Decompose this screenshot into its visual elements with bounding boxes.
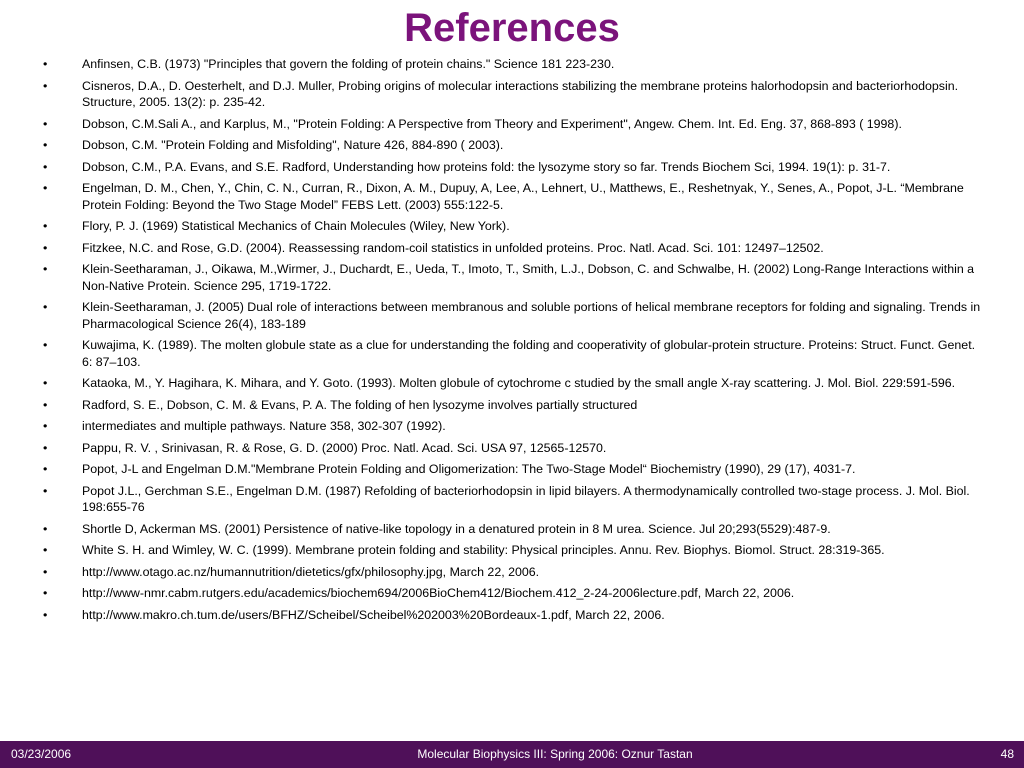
bullet-icon: •: [43, 376, 48, 390]
reference-text: Popot J.L., Gerchman S.E., Engelman D.M. (1987) Refolding of bacteriorhodopsin in lipid bilayers. A thermodynamically controlled two-stage process. J. Mol. Biol. 198:655-76: [82, 483, 970, 514]
reference-item: [40, 397, 988, 414]
reference-text: Dobson, C.M., P.A. Evans, and S.E. Radford, Understanding how proteins fold: the lysozyme story so far. Trends Biochem Sci, 1994. 19(1): p. 31-7.: [82, 159, 891, 174]
reference-text: Anfinsen, C.B. (1973) "Principles that govern the folding of protein chains." Science 181 223-230.: [82, 57, 615, 71]
reference-text: http://www.otago.ac.nz/humannutrition/dietetics/gfx/philosophy.jpg, March 22, 2006.: [82, 564, 540, 579]
reference-text: Shortle D, Ackerman MS. (2001) Persistence of native-like topology in a denatured protein in 8 M urea. Science. Jul 20;293(5529):487-9.: [82, 521, 831, 536]
bullet-icon: •: [43, 240, 48, 255]
reference-item: [40, 180, 988, 213]
reference-text: Flory, P. J. (1969) Statistical Mechanics of Chain Molecules (Wiley, New York).: [82, 219, 510, 233]
bullet-icon: •: [43, 440, 48, 455]
reference-item: [40, 240, 988, 257]
footer-bar: [0, 741, 1024, 768]
reference-text: http://www-nmr.cabm.rutgers.edu/academics/biochem694/2006BioChem412/Biochem.412_2-24-2006lecture.pdf, March 22, 2006.: [82, 586, 795, 600]
bullet-icon: •: [43, 78, 48, 93]
reference-text: Pappu, R. V. , Srinivasan, R. & Rose, G. D. (2000) Proc. Natl. Acad. Sci. USA 97, 12565-12570.: [82, 440, 607, 455]
bullet-icon: •: [43, 300, 48, 314]
reference-item: [40, 159, 988, 176]
reference-item: [40, 116, 988, 133]
reference-text: Fitzkee, N.C. and Rose, G.D. (2004). Reassessing random-coil statistics in unfolded proteins. Proc. Natl. Acad. Sci. 101: 12497–12502.: [82, 240, 824, 255]
bullet-icon: •: [43, 586, 48, 600]
bullet-icon: •: [43, 138, 48, 152]
reference-text: Popot, J-L and Engelman D.M."Membrane Protein Folding and Oligomerization: The Two-Stage Model“ Biochemistry (1990), 29 (17), 4031-7.: [82, 462, 856, 476]
slide-title: References: [404, 6, 620, 50]
reference-list: [40, 56, 988, 628]
bullet-icon: •: [43, 181, 48, 195]
reference-text: intermediates and multiple pathways. Nature 358, 302-307 (1992).: [82, 419, 446, 433]
reference-item: [40, 585, 988, 602]
footer-date: 03/23/2006: [11, 747, 72, 761]
reference-item: [40, 299, 988, 332]
reference-text: Kataoka, M., Y. Hagihara, K. Mihara, and Y. Goto. (1993). Molten globule of cytochrome c studied by the small angle X-ray scattering. J. Mol. Biol. 229:591-596.: [82, 376, 956, 390]
reference-item: [40, 440, 988, 457]
reference-item: [40, 542, 988, 559]
bullet-icon: •: [43, 419, 48, 433]
bullet-icon: •: [43, 159, 48, 174]
bullet-icon: •: [43, 607, 48, 622]
bullet-icon: •: [43, 543, 48, 557]
bullet-icon: •: [43, 57, 48, 71]
reference-item: [40, 564, 988, 581]
reference-item: [40, 483, 988, 516]
reference-text: Klein-Seetharaman, J., Oikawa, M.,Wirmer, J., Duchardt, E., Ueda, T., Imoto, T., Smith, L.J., Dobson, C. and Schwalbe, H. (2002) Long-Range Interactions within a Non-Native Protein. Science 295, 1719-1722.: [82, 262, 975, 293]
reference-text: Cisneros, D.A., D. Oesterhelt, and D.J. Muller, Probing origins of molecular interactions stabilizing the membrane proteins halorhodopsin and bacteriorhodopsin. Structure, 2005. 13(2): p. 235-42.: [82, 78, 959, 109]
bullet-icon: •: [43, 397, 48, 412]
reference-text: White S. H. and Wimley, W. C. (1999). Membrane protein folding and stability: Physical principles. Annu. Rev. Biophys. Biomol. Struct. 28:319-365.: [82, 543, 885, 557]
bullet-icon: •: [43, 521, 48, 536]
reference-item: [40, 521, 988, 538]
reference-item: [40, 337, 988, 370]
reference-item: [40, 218, 988, 235]
bullet-icon: •: [43, 116, 48, 131]
reference-text: Dobson, C.M. "Protein Folding and Misfolding", Nature 426, 884-890 ( 2003).: [82, 138, 504, 152]
reference-item: [40, 261, 988, 294]
bullet-icon: •: [43, 483, 48, 498]
bullet-icon: •: [43, 564, 48, 579]
reference-text: Kuwajima, K. (1989). The molten globule state as a clue for understanding the folding and cooperativity of globular-protein structure. Proteins: Struct. Funct. Genet. 6: 87–103.: [82, 338, 976, 369]
reference-text: Engelman, D. M., Chen, Y., Chin, C. N., Curran, R., Dixon, A. M., Dupuy, A, Lee, A., Lehnert, U., Matthews, E., Reshetnyak, Y., Senes, A., Popot, J-L. “Membrane Protein Folding: Beyond the Two Stage Model” FEBS Lett. (2003) 555:122-5.: [82, 181, 964, 212]
reference-text: Dobson, C.M.Sali A., and Karplus, M., "Protein Folding: A Perspective from Theory and Experiment", Angew. Chem. Int. Ed. Eng. 37, 868-893 ( 1998).: [82, 116, 902, 131]
footer-page-number: 48: [1000, 747, 1014, 761]
bullet-icon: •: [43, 338, 48, 352]
bullet-icon: •: [43, 219, 48, 233]
reference-item: [40, 78, 988, 111]
bullet-icon: •: [43, 462, 48, 476]
reference-text: Klein-Seetharaman, J. (2005) Dual role of interactions between membranous and soluble portions of helical membrane receptors for folding and signaling. Trends in Pharmacological Science 26(4), 183-189: [82, 300, 981, 331]
reference-item: [40, 56, 988, 73]
bullet-icon: •: [43, 262, 48, 276]
reference-item: [40, 375, 988, 392]
reference-text: Radford, S. E., Dobson, C. M. & Evans, P. A. The folding of hen lysozyme involves partially structured: [82, 397, 638, 412]
reference-item: [40, 137, 988, 154]
reference-item: [40, 607, 988, 624]
footer-course: Molecular Biophysics III: Spring 2006: Oznur Tastan: [417, 747, 693, 761]
reference-item: [40, 461, 988, 478]
reference-text: http://www.makro.ch.tum.de/users/BFHZ/Scheibel/Scheibel%202003%20Bordeaux-1.pdf, March 22, 2006.: [82, 607, 665, 622]
reference-item: [40, 418, 988, 435]
